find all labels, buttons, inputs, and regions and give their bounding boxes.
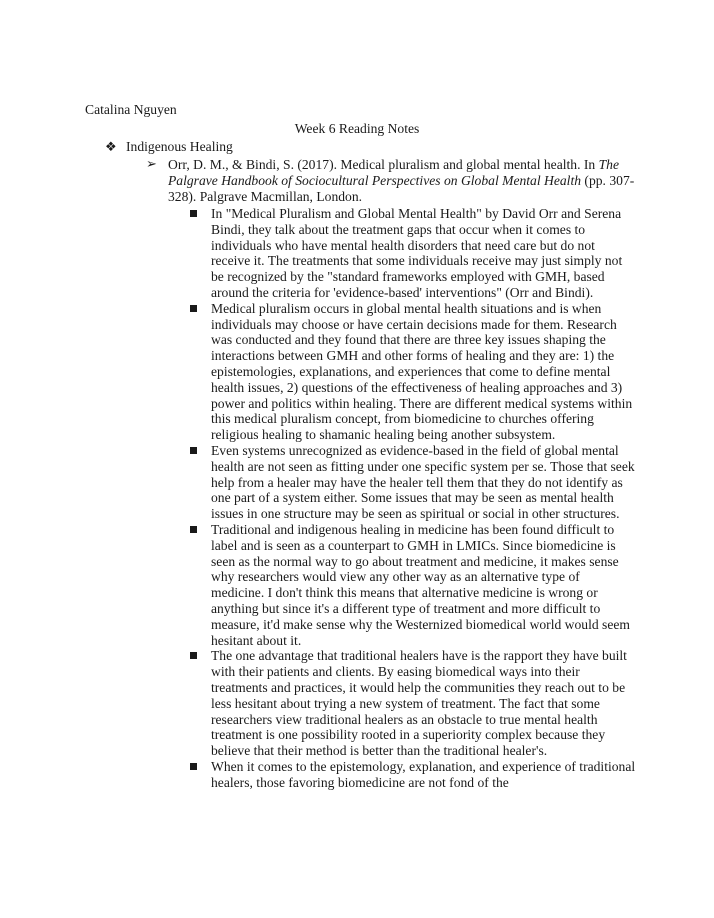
section-heading — [105, 139, 233, 156]
square-bullet-icon — [190, 305, 197, 312]
citation-text — [168, 157, 641, 204]
square-bullet-icon — [190, 447, 197, 454]
author-name: Catalina Nguyen — [85, 102, 177, 117]
citation-publisher: (pp. 307-328). Palgrave Macmillan, London. — [168, 172, 635, 204]
note-text: In "Medical Pluralism and Global Mental Health" by David Orr and Serena Bindi, they talk about the treatment gaps that occur when it comes to individuals who have mental health disorders that need care but do not receive it. The treatments that some individuals receive may just simply not be recognized by the "standard frameworks employed with GMH, based around the criteria for 'evidence-based' interventions" (Orr and Bindi). — [211, 206, 623, 300]
citation-item — [146, 157, 641, 204]
list-item — [186, 648, 636, 759]
square-bullet-icon — [190, 210, 197, 217]
citation-authors: Orr, D. M., & Bindi, S. (2017). Medical pluralism and global mental health. In — [168, 157, 599, 172]
document-title: Week 6 Reading Notes — [294, 121, 420, 136]
list-item — [186, 443, 636, 522]
diamond-bullet-icon: ❖ — [105, 140, 117, 155]
square-bullet-icon — [190, 763, 197, 770]
note-text: Even systems unrecognized as evidence-based in the field of global mental health are not seen as fitting under one specific system per se. Those that seek help from a healer may have the healer tell them that they do not identify as one part of a system either. Some issues that may be seen as mental health issues in one structure may be seen as spiritual or social in other structures. — [211, 442, 635, 522]
list-item — [186, 206, 636, 301]
section-heading-text: Indigenous Healing — [126, 139, 233, 154]
notes-list — [186, 206, 636, 790]
list-item — [186, 522, 636, 648]
note-text: Medical pluralism occurs in global mental health situations and is when individuals may choose or have certain decisions made for them. Research was conducted and they found that there are three key issues shaping the interactions between GMH and other forms of healing and they are: 1) the epistemologies, explanations, and experiences that come to define mental health issues, 2) questions of the effectiveness of healing approaches and 3) power and politics within healing. There are different medical systems within this medical pluralism concept, from biomedicine to churches offering religious healing to shamanic healing being another subsystem. — [211, 300, 633, 443]
square-bullet-icon — [190, 526, 197, 533]
note-text: When it comes to the epistemology, explanation, and experience of traditional healers, those favoring biomedicine are not fond of the — [211, 758, 636, 790]
square-bullet-icon — [190, 652, 197, 659]
note-text: The one advantage that traditional healers have is the rapport they have built with their patients and clients. By easing biomedical ways into their treatments and practices, it would help the communities they reach out to be less hesitant about trying a new system of treatment. The fact that some researchers view traditional healers as an obstacle to true mental health treatment is one possibility rooted in a superiority complex because they believe that their method is better than the traditional healer's. — [211, 648, 627, 759]
list-item — [186, 759, 636, 791]
note-text: Traditional and indigenous healing in medicine has been found difficult to label and is seen as a counterpart to GMH in LMICs. Since biomedicine is seen as the normal way to go about treatment and medicine, it makes sense why researchers would view any other way as an alternative type of medicine. I don't think this means that alternative medicine is wrong or anything but since it's a different type of treatment and more difficult to measure, it'd make sense why the Westernized biomedical world would seem hesitant about it. — [211, 521, 630, 648]
list-item — [186, 301, 636, 443]
citation-book-title: The Palgrave Handbook of Sociocultural Perspectives on Global Mental Health — [168, 157, 619, 188]
arrow-bullet-icon: ➢ — [146, 157, 157, 172]
